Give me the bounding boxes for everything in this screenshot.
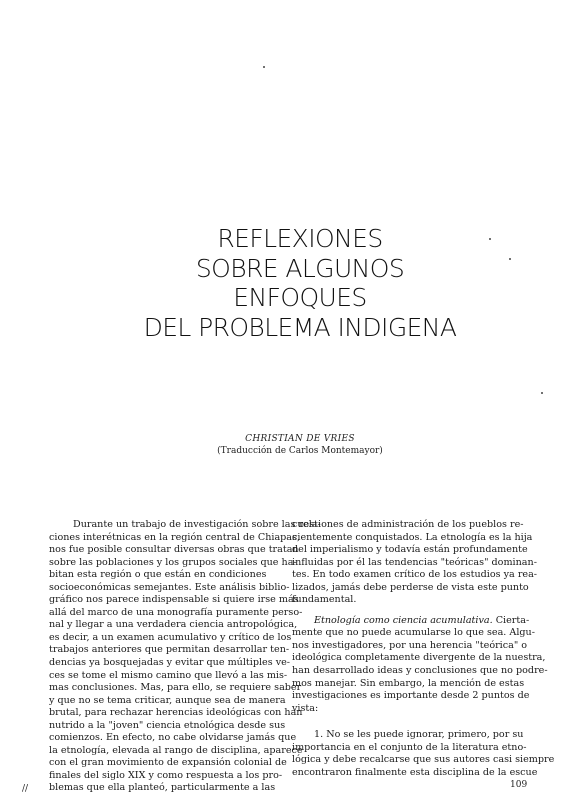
text-line: importancia en el conjunto de la literatura etno- <box>292 741 527 753</box>
text-line: cientemente conquistados. La etnología es la hija <box>292 531 533 543</box>
text-line: Durante un trabajo de investigación sobre las rela- <box>73 519 321 530</box>
text-line: con el gran movimiento de expansión colonial de <box>49 757 287 769</box>
text-line: influidas por él las tendencias "teóricas" dominan- <box>292 556 537 568</box>
title-line: REFLEXIONES <box>217 224 383 253</box>
text-line: mas conclusiones. Mas, para ello, se requiere saber <box>49 682 302 694</box>
title-line: SOBRE ALGUNOS <box>195 253 405 283</box>
author-name: CHRISTIAN DE VRIES <box>245 434 355 444</box>
text-line: vista: <box>292 702 319 714</box>
text-line: allá del marco de una monografía puramente perso- <box>49 606 303 618</box>
text-line: ideológica completamente divergente de la nuestra, <box>292 652 546 664</box>
text-line: sobre las poblaciones y los grupos sociales que ha- <box>49 556 297 568</box>
margin-mark: // <box>22 784 29 794</box>
text-line: dencias ya bosquejadas y evitar que múltiples ve- <box>49 657 291 669</box>
page-number: 109 <box>510 780 528 790</box>
text-line: gráfico nos parece indispensable si quiere irse más <box>49 594 299 606</box>
text-line: 1. No se les puede ignorar, primero, por su <box>314 729 524 741</box>
text-line: han desarrollado ideas y conclusiones que no podre- <box>292 665 548 677</box>
text-line: encontraron finalmente esta disciplina de la escue <box>292 766 538 778</box>
text-line: la etnología, elevada al rango de disciplina, aparece <box>49 744 303 756</box>
translator-credit: (Traducción de Carlos Montemayor) <box>217 446 383 456</box>
text-line: es decir, a un examen acumulativo y crítico de los <box>49 631 292 643</box>
text-line: socioeconómicas semejantes. Este análisis biblio- <box>49 581 290 593</box>
scan-speck <box>263 66 265 68</box>
text-line: ciones interétnicas en la región central de Chiapas, <box>49 531 300 543</box>
right-column <box>292 519 555 779</box>
text-line: mos manejar. Sin embargo, la mención de estas <box>292 677 525 689</box>
text-line: blemas que ella planteó, particularmente a las <box>49 782 276 794</box>
text-fragment: Cierta- <box>492 614 530 626</box>
text-line: ces se tome el mismo camino que llevó a las mis- <box>49 669 288 681</box>
byline <box>150 433 450 457</box>
text-line: lizados, jamás debe perderse de vista este punto <box>292 581 529 593</box>
text-line: lógica y debe recalcarse que sus autores casi siempre <box>292 754 555 766</box>
text-line: nutrido a la "joven" ciencia etnológica desde sus <box>49 719 286 731</box>
scan-speck <box>509 258 511 260</box>
section-first-line <box>292 614 530 628</box>
scan-speck <box>541 392 543 394</box>
text-line: investigaciones es importante desde 2 puntos de <box>292 690 530 702</box>
article-title <box>100 224 500 342</box>
text-line: tes. En todo examen crítico de los estudios ya rea- <box>292 569 538 581</box>
title-line: ENFOQUES <box>233 283 367 312</box>
text-line: nos investigadores, por una herencia "teórica" o <box>292 639 528 651</box>
text-line: y que no se tema criticar, aunque sea de manera <box>49 694 286 706</box>
text-line: trabajos anteriores que permitan desarrollar ten- <box>49 644 290 656</box>
text-line: cuestiones de administración de los pueblos re- <box>292 519 524 530</box>
text-line: nos fue posible consultar diversas obras que tratan <box>49 544 299 556</box>
text-line: mente que no puede acumularse lo que sea. Algu- <box>292 627 535 639</box>
text-line: fundamental. <box>292 594 357 606</box>
section-heading: Etnología como ciencia acumulativa. <box>314 614 493 626</box>
text-line: comienzos. En efecto, no cabe olvidarse jamás que <box>49 732 297 744</box>
text-line: finales del siglo XIX y como respuesta a los pro- <box>49 769 283 781</box>
title-line: DEL PROBLEMA INDIGENA <box>143 312 457 342</box>
text-line: bitan esta región o que están en condiciones <box>49 569 267 581</box>
text-line: nal y llegar a una verdadera ciencia antropológica, <box>49 619 298 631</box>
text-line: brutal, para rechazar herencias ideológicas con han <box>49 707 303 719</box>
text-line: del imperialismo y todavía están profundamente <box>292 544 528 556</box>
